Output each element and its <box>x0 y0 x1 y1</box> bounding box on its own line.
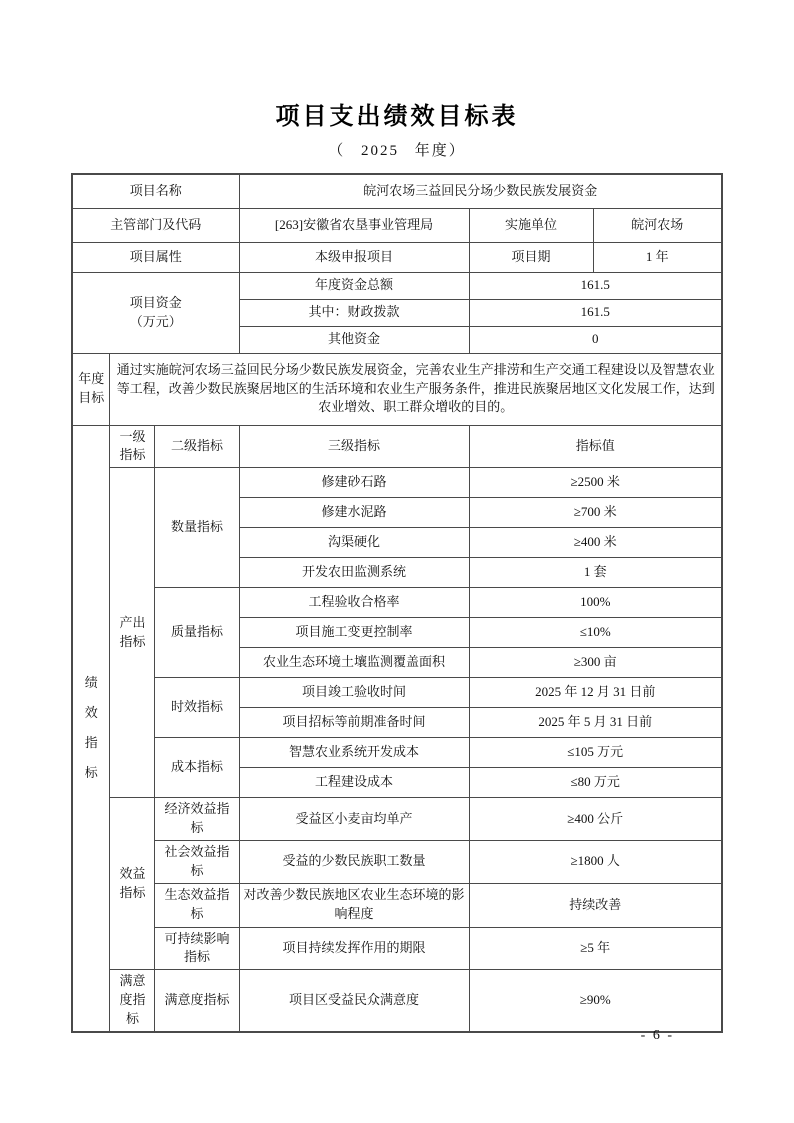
indicator-l3-cell: 项目招标等前期准备时间 <box>239 708 469 738</box>
indicator-value-cell: ≥700 米 <box>469 498 722 528</box>
indicator-value-cell: 100% <box>469 588 722 618</box>
indicator-l3-cell: 受益区小麦亩均单产 <box>239 798 469 841</box>
indicator-value-cell: ≥90% <box>469 970 722 1032</box>
indicator-value-cell: ≥2500 米 <box>469 468 722 498</box>
indicator-l3-cell: 开发农田监测系统 <box>239 558 469 588</box>
indicator-l3-cell: 工程验收合格率 <box>239 588 469 618</box>
impl-unit-label: 实施单位 <box>469 208 593 242</box>
attr-label: 项目属性 <box>72 242 239 272</box>
indicator-l3-cell: 修建砂石路 <box>239 468 469 498</box>
indicator-value-cell: ≥5 年 <box>469 927 722 970</box>
indicator-l2-cell: 满意度指标 <box>155 970 239 1032</box>
indicator-l3-cell: 沟渠硬化 <box>239 528 469 558</box>
performance-target-table <box>71 173 723 1033</box>
project-name-label: 项目名称 <box>72 174 239 208</box>
indicator-value-cell: ≥1800 人 <box>469 840 722 883</box>
indicator-l3-cell: 修建水泥路 <box>239 498 469 528</box>
indicator-l3-cell: 项目区受益民众满意度 <box>239 970 469 1032</box>
header-level2: 二级指标 <box>155 425 239 468</box>
fund-row-name: 其他资金 <box>239 326 469 353</box>
page-number: - 6 - <box>640 1028 674 1043</box>
funds-label <box>72 272 239 353</box>
fund-row-value: 0 <box>469 326 722 353</box>
indicator-l3-cell: 对改善少数民族地区农业生态环境的影响程度 <box>239 883 469 927</box>
annual-goal-text: 通过实施皖河农场三益回民分场少数民族发展资金，完善农业生产排涝和生产交通工程建设以及智慧农业等工程，改善少数民族聚居地区的生活环境和农业生产服务条件，推进民族聚居地区文化发展工作，达到农业增效、职工群众增收的目的。 <box>110 353 722 425</box>
indicator-l3-cell: 项目持续发挥作用的期限 <box>239 927 469 970</box>
indicator-l2-cell: 社会效益指标 <box>155 840 239 883</box>
dept-label: 主管部门及代码 <box>72 208 239 242</box>
indicator-value-cell: 持续改善 <box>469 883 722 927</box>
annual-goal-label: 年度目标 <box>72 353 110 425</box>
period-value: 1 年 <box>593 242 722 272</box>
project-name-value: 皖河农场三益回民分场少数民族发展资金 <box>239 174 722 208</box>
fund-row-value: 161.5 <box>469 272 722 299</box>
indicator-value-cell: ≥400 公斤 <box>469 798 722 841</box>
indicator-l2-cell: 生态效益指标 <box>155 883 239 927</box>
indicator-l2-cell: 成本指标 <box>155 738 239 798</box>
indicator-value-cell: 2025 年 12 月 31 日前 <box>469 678 722 708</box>
header-level3: 三级指标 <box>239 425 469 468</box>
performance-side-label-text: 绩效指标 <box>84 675 98 781</box>
indicator-l1-cell: 满意度指标 <box>110 970 155 1032</box>
indicator-value-cell: ≥300 亩 <box>469 648 722 678</box>
performance-side-label <box>72 425 110 1032</box>
impl-unit-value: 皖河农场 <box>593 208 722 242</box>
indicator-value-cell: ≤105 万元 <box>469 738 722 768</box>
indicator-l2-cell: 可持续影响指标 <box>155 927 239 970</box>
indicator-value-cell: 2025 年 5 月 31 日前 <box>469 708 722 738</box>
indicator-l3-cell: 智慧农业系统开发成本 <box>239 738 469 768</box>
indicator-l3-cell: 项目竣工验收时间 <box>239 678 469 708</box>
indicator-value-cell: 1 套 <box>469 558 722 588</box>
indicator-l2-cell: 经济效益指标 <box>155 798 239 841</box>
indicator-l2-cell: 质量指标 <box>155 588 239 678</box>
fund-row-name: 其中：财政拨款 <box>239 299 469 326</box>
period-label: 项目期 <box>469 242 593 272</box>
funds-label-line1: 项目资金 <box>129 294 182 310</box>
indicator-value-cell: ≤10% <box>469 618 722 648</box>
document-title: 项目支出绩效目标表 <box>275 103 519 130</box>
document-subtitle: （ 2025 年度） <box>328 143 466 159</box>
indicator-l3-cell: 受益的少数民族职工数量 <box>239 840 469 883</box>
indicator-l1-cell: 效益指标 <box>110 798 155 970</box>
header-value: 指标值 <box>469 425 722 468</box>
attr-value: 本级申报项目 <box>239 242 469 272</box>
indicator-l2-cell: 数量指标 <box>155 468 239 588</box>
indicator-l3-cell: 项目施工变更控制率 <box>239 618 469 648</box>
indicator-l3-cell: 工程建设成本 <box>239 768 469 798</box>
dept-value: [263]安徽省农垦事业管理局 <box>239 208 469 242</box>
header-level1: 一级指标 <box>110 425 155 468</box>
fund-row-value: 161.5 <box>469 299 722 326</box>
funds-label-line2: （万元） <box>129 313 182 329</box>
indicator-value-cell: ≥400 米 <box>469 528 722 558</box>
indicator-l1-cell: 产出指标 <box>110 468 155 798</box>
indicator-l2-cell: 时效指标 <box>155 678 239 738</box>
fund-row-name: 年度资金总额 <box>239 272 469 299</box>
indicator-l3-cell: 农业生态环境土壤监测覆盖面积 <box>239 648 469 678</box>
indicator-value-cell: ≤80 万元 <box>469 768 722 798</box>
